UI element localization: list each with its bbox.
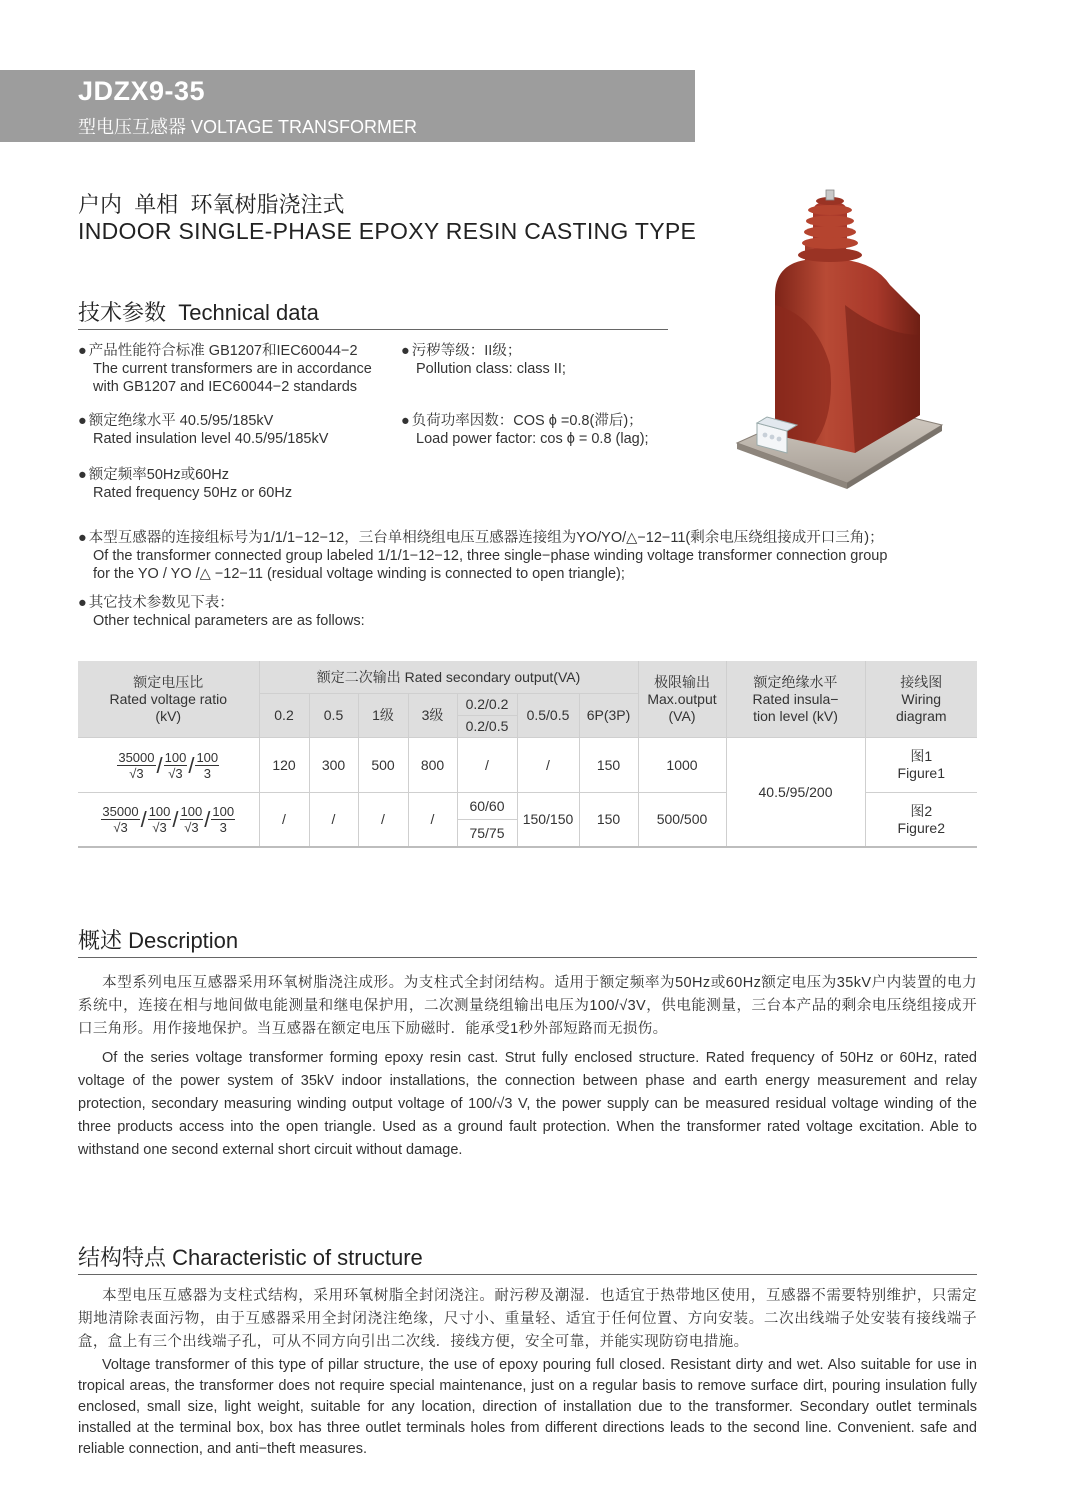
bullet: ● [78,595,87,611]
table-cell: / [259,793,309,848]
insulation-level-cell: 40.5/95/200 [726,738,865,848]
technical-table [78,661,977,848]
structure-en: Voltage transformer of this type of pillar structure, the use of epoxy pouring full closed. Resistant dirty and wet. Also suitable for use in tropical areas, the transformer does not require special maintenance, just on a regular basis to remove surface dirt, pouring insulation fully enclosed, small size, light weight, suitable for any location, direction of installation due to the transformer. Secondary outlet terminals installed at the terminal box, box has three outlet terminals holes from different directions leads to the second line. Convenient. safe and reliable connection, and anti−theft measures. [78,1357,977,1457]
spec-en: with GB1207 and IEC60044−2 standards [93,379,358,395]
col-0-2-0-5: 0.2/0.5 [457,716,517,738]
voltage-ratio-1: $\frac{35000}{√3}$ / $\frac{100}{√3}$ / $\frac{100}{3}$ [78,738,259,793]
bullet: ● [401,343,410,359]
table-row [78,738,977,793]
table-cell: / [309,793,358,848]
spec-insulation [78,412,328,448]
description-en: Of the series voltage transformer forming epoxy resin cast. Strut fully enclosed structure. Rated frequency of 50Hz or 60Hz, rated voltage of the power system of 35kV indoor installations, the connection between phase and earth energy measurement and relay protection, secondary measuring winding output voltage of 100/√3 V, the power supply can be measured residual voltage winding of the three products access into the open triangle. Used as a ground fault protection. When the transformer rated voltage excitation. Able to withstand one second external short circuit without damage. [78,1050,977,1158]
spec-en: Rated frequency 50Hz or 60Hz [93,485,293,501]
spec-cn: 本型互感器的连接组标号为1/1/1−12−12，三台单相绕组电压互感器连接组为YO/YO/△−12−11(剩余电压绕组接成开口三角)； [88,530,884,546]
header-wiring-diagram: 接线图 Wiring diagram [865,661,977,738]
table-cell: 75/75 [457,820,517,848]
header-insulation-level: 额定绝缘水平 Rated insula− tion level (kV) [726,661,865,738]
spec-standards [78,342,372,396]
spec-cn: 产品性能符合标准 GB1207和IEC60044−2 [88,343,358,359]
spec-pollution [401,342,566,378]
spec-cn: 其它技术参数见下表： [88,595,234,611]
spec-en: Of the transformer connected group labeled 1/1/1−12−12, three single−phase winding voltage transformer connection group [93,548,888,564]
header-max-output: 极限输出 Max.output (VA) [638,661,726,738]
bullet: ● [78,467,87,483]
technical-data-heading: 技术参数 Technical data [78,296,668,330]
table-cell: / [358,793,408,848]
wiring-diagram-cell: 图2 Figure2 [865,793,977,848]
col-6p-3p: 6P(3P) [579,694,638,738]
header-subtitle: 型电压互感器 VOLTAGE TRANSFORMER [78,117,418,137]
spec-en: Other technical parameters are as follows: [93,613,365,629]
max-output-cell: 500/500 [638,793,726,848]
spec-en: The current transformers are in accordance [93,361,372,377]
bullet: ● [78,530,87,546]
spec-en: for the YO / YO /△ −12−11 (residual voltage winding is connected to open triangle); [93,566,625,582]
structure-cn: 本型电压互感器为支柱式结构，采用环氧树脂全封闭浇注。耐污秽及潮湿．也适宜于热带地区使用，互感器不需要特别维护，只需定期地清除表面污物，由于互感器采用全封闭浇注绝缘，尺寸小、重量轻、适宜于任何位置、方向安装。二次出线端子处安装有接线端子盒，盒上有三个出线端子孔，可从不同方向引出二次线．接线方便，安全可靠，并能实现防窃电措施。 [78,1288,977,1350]
table-cell: 300 [309,738,358,793]
bullet: ● [78,413,87,429]
col-0-5-0-5: 0.5/0.5 [517,694,579,738]
table-cell: / [457,738,517,793]
max-output-cell: 1000 [638,738,726,793]
spec-frequency [78,466,292,502]
table-cell: 500 [358,738,408,793]
spec-cn: 额定频率50Hz或60Hz [88,467,229,483]
bullet: ● [401,413,410,429]
table-cell: / [517,738,579,793]
table-cell: 120 [259,738,309,793]
spec-en: Pollution class: class II; [416,361,566,377]
col-class-1: 1级 [358,694,408,738]
table-cell: / [408,793,457,848]
spec-cn: 污秽等级：II级； [411,343,522,359]
header-bar [0,70,695,142]
title-cn: 户内 单相 环氧树脂浇注式 [78,192,345,217]
title-en: INDOOR SINGLE-PHASE EPOXY RESIN CASTING TYPE [78,218,697,244]
structure-heading: 结构特点 Characteristic of structure [78,1241,977,1275]
model-name: JDZX9-35 [78,76,206,106]
spec-power-factor [401,412,649,448]
table-cell: 150 [579,793,638,848]
voltage-ratio-2: $\frac{35000}{√3}$ / $\frac{100}{√3}$ / $\frac{100}{√3}$ / $\frac{100}{3}$ [78,793,259,848]
spec-connection-group [78,529,983,583]
description-heading: 概述 Description [78,924,977,958]
col-0-2: 0.2 [259,694,309,738]
header-voltage-ratio: 额定电压比 Rated voltage ratio (kV) [78,661,259,738]
spec-en: Load power factor: cos ϕ = 0.8 (lag); [416,431,649,447]
transformer-product-image [735,185,945,490]
spec-en: Rated insulation level 40.5/95/185kV [93,431,329,447]
table-cell: 150/150 [517,793,579,848]
table-cell: 60/60 [457,793,517,820]
spec-other [78,594,365,630]
bullet: ● [78,343,87,359]
col-class-3: 3级 [408,694,457,738]
spec-cn: 额定绝缘水平 40.5/95/185kV [88,413,274,429]
header-secondary-output: 额定二次输出 Rated secondary output(VA) [259,661,638,694]
wiring-diagram-cell: 图1 Figure1 [865,738,977,793]
description-cn: 本型系列电压互感器采用环氧树脂浇注成形。为支柱式全封闭结构。适用于额定频率为50Hz或60Hz额定电压为35kV户内装置的电力系统中，连接在相与地间做电能测量和继电保护用，二次测量绕组输出电压为100/√3V，供电能测量，三台本产品的剩余电压绕组接成开口三角形。用作接地保护。当互感器在额定电压下励磁时．能承受1秒外部短路而无损伤。 [78,975,977,1037]
col-0-5: 0.5 [309,694,358,738]
table-header-row [78,661,977,694]
col-0-2-0-2: 0.2/0.2 [457,694,517,716]
table-cell: 150 [579,738,638,793]
spec-cn: 负荷功率因数：COS ϕ =0.8(滞后)； [411,413,643,429]
table-cell: 800 [408,738,457,793]
